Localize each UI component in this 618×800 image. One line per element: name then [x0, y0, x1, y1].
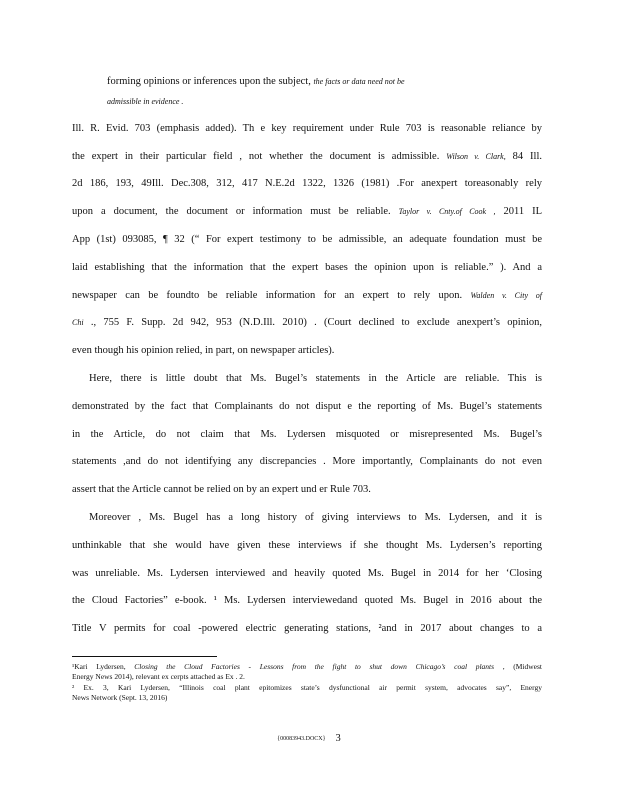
para3-line-4: the Cloud Factories” e-book. ¹ Ms. Lydersen interviewedand quoted Ms. Bugel in 2016 about the: [72, 595, 542, 606]
para3-line-5: Title V permits for coal -powered electric generating stations, ²and in 2017 about changes to a: [72, 623, 542, 634]
para1-line-3: 2d 186, 193, 49Ill. Dec.308, 312, 417 N.E.2d 1322, 1326 (1981) .For anexpert toreasonably rely: [72, 178, 542, 189]
para1-line-6: laid establishing that the information that the expert bases the opinion upon is reliable.” ). And a: [72, 262, 542, 273]
para2-line-5: assert that the Article cannot be relied on by an expert und er Rule 703.: [72, 484, 371, 495]
para1-line-8: Chi ., 755 F. Supp. 2d 942, 953 (N.D.Ill. 2010) . (Court declined to exclude anexpert’s opinion,: [72, 317, 542, 328]
para1-line-2: the expert in their particular field , not whether the document is admissible. Wilson v. Clark, 84 Ill.: [72, 151, 542, 162]
para2-line-3: in the Article, do not claim that Ms. Lydersen misquoted or misrepresented Ms. Bugel’s: [72, 429, 542, 440]
para3-line-3: was unreliable. Ms. Lydersen interviewed and heavily quoted Ms. Bugel in 2014 for her ‘Closing: [72, 568, 542, 579]
quote-line-1: forming opinions or inferences upon the subject, the facts or data need not be: [107, 76, 405, 87]
footnote-1-line-2: Energy News 2014), relevant ex cerpts attached as Ex . 2.: [72, 672, 245, 681]
para1-line-1: Ill. R. Evid. 703 (emphasis added). Th e key requirement under Rule 703 is reasonable reliance by: [72, 123, 542, 134]
para2-line-4: statements ,and do not identifying any discrepancies . More importantly, Complainants do not even: [72, 456, 542, 467]
para1-line-4: upon a document, the document or information must be reliable. Taylor v. Cnty.of Cook , 2011 IL: [72, 206, 542, 217]
para1-line-9: even though his opinion relied, in part, on newspaper articles).: [72, 345, 335, 356]
page-number: 3: [335, 733, 341, 744]
footnote-divider: [72, 656, 217, 657]
footnote-2-line-1: ² Ex. 3, Kari Lydersen, “Illinois coal plant epitomizes state’s dysfunctional air permit system, advocates say”, Energy: [72, 683, 542, 692]
para2-line-1: Here, there is little doubt that Ms. Bugel’s statements in the Article are reliable. This is: [89, 373, 542, 384]
para2-line-2: demonstrated by the fact that Complainants do not disput e the reporting of Ms. Bugel’s statements: [72, 401, 542, 412]
para1-line-5: App (1st) 093085, ¶ 32 (“ For expert testimony to be admissible, an adequate foundation must be: [72, 234, 542, 245]
para3-line-1: Moreover , Ms. Bugel has a long history of giving interviews to Ms. Lydersen, and it is: [89, 512, 542, 523]
footnote-2-line-2: News Network (Sept. 13, 2016): [72, 693, 168, 702]
para1-line-7: newspaper can be foundto be reliable information for an expert to rely upon. Walden v. City of: [72, 290, 542, 301]
document-id: {00083943.DOCX}: [277, 735, 326, 742]
quote-line-2: admissible in evidence .: [107, 97, 184, 106]
footnote-1-line-1: ¹Kari Lydersen, Closing the Cloud Factories - Lessons from the fight to shut down Chicago’s coal plants , (Midwest: [72, 662, 543, 671]
block-quote: [107, 72, 507, 112]
page-footer: [0, 733, 618, 744]
para3-line-2: unthinkable that she would have given these interviews if she thought Ms. Lydersen’s reporting: [72, 540, 542, 551]
